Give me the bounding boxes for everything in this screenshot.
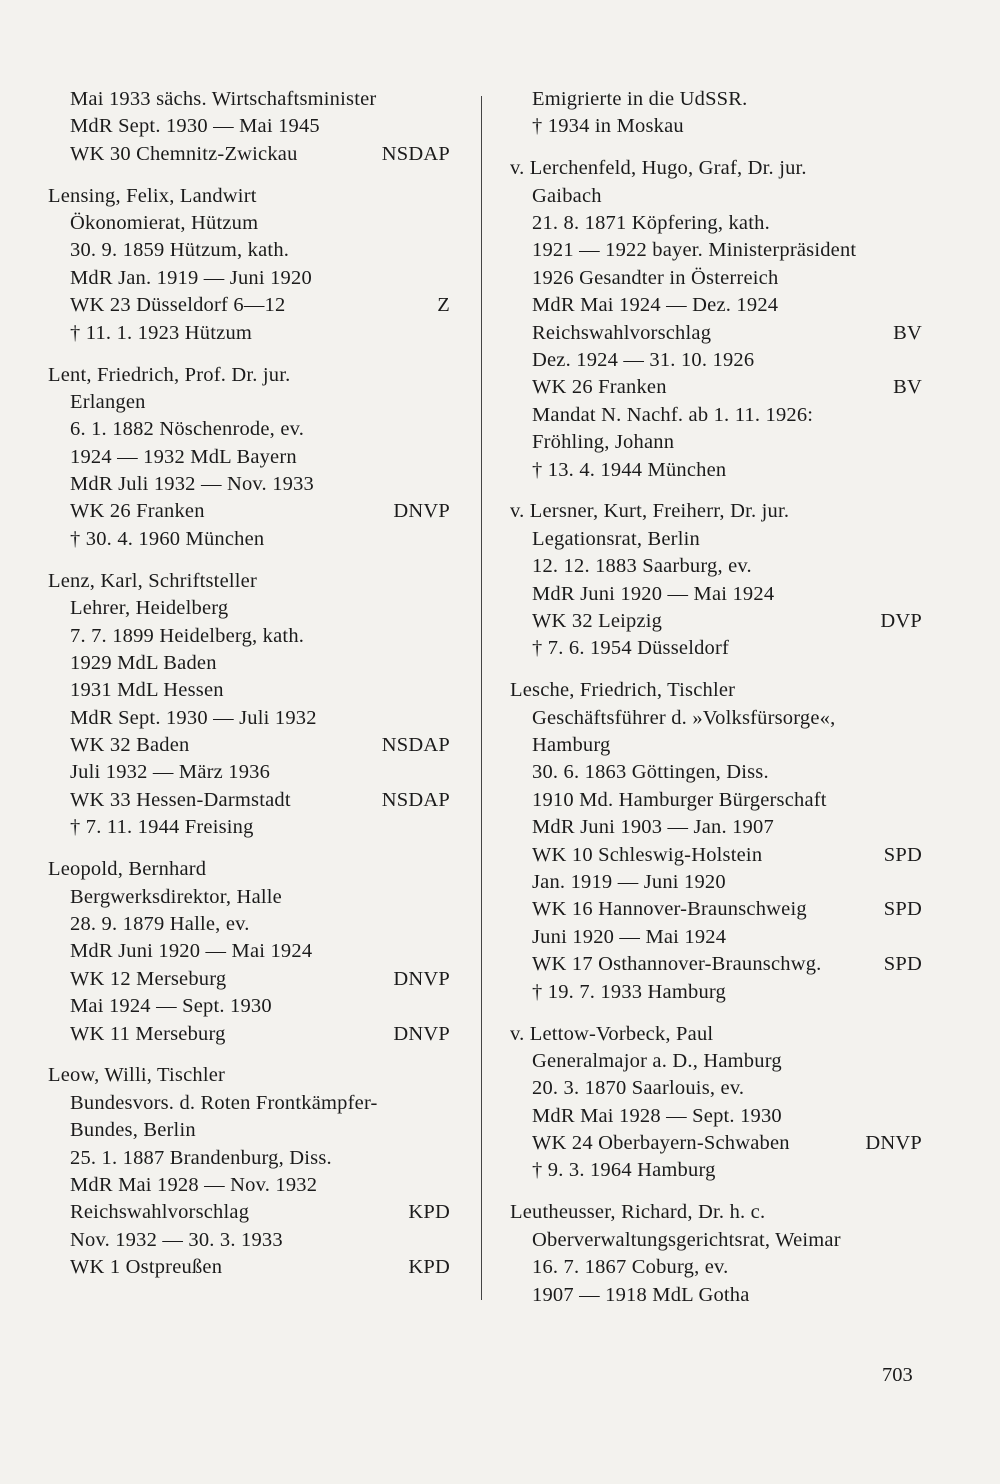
- entry-text: Leopold, Bernhard: [48, 858, 207, 881]
- entry-line: [510, 237, 922, 264]
- entry-text: Lensing, Felix, Landwirt: [48, 184, 257, 207]
- entry-text: 30. 6. 1863 Göttingen, Diss.: [532, 761, 769, 784]
- entry-text: 1924 — 1932 MdL Bayern: [70, 445, 297, 468]
- entry-text: 1910 Md. Hamburger Bürgerschaft: [532, 788, 827, 811]
- entry-line: [48, 362, 450, 389]
- entry-line: [510, 924, 922, 951]
- entry-text: Mai 1924 — Sept. 1930: [70, 995, 272, 1018]
- entry-text: Legationsrat, Berlin: [532, 527, 700, 550]
- entry-line: [48, 1090, 450, 1117]
- entry-text: 1926 Gesandter in Österreich: [532, 266, 779, 289]
- entry-line: [48, 595, 450, 622]
- entry-line: [510, 677, 922, 704]
- entry-line: [510, 498, 922, 525]
- entry-line: [510, 1282, 922, 1309]
- entry-line: [510, 842, 922, 869]
- entry-line: [48, 1145, 450, 1172]
- party-label: SPD: [883, 843, 922, 866]
- entry-text: WK 33 Hessen-Darmstadt: [70, 788, 291, 811]
- entry-text: Bundes, Berlin: [70, 1119, 196, 1142]
- entry-line: [510, 553, 922, 580]
- entry-line: [510, 814, 922, 841]
- party-label: BV: [893, 376, 922, 399]
- party-label: NSDAP: [381, 734, 450, 757]
- entry-line: [510, 374, 922, 401]
- party-label: SPD: [883, 953, 922, 976]
- party-label: NSDAP: [381, 788, 450, 811]
- entry-text: † 7. 6. 1954 Düsseldorf: [532, 637, 730, 660]
- party-label: DNVP: [393, 1022, 450, 1045]
- entry-text: WK 12 Merseburg: [70, 967, 227, 990]
- entry-line: [48, 677, 450, 704]
- entry-line: [510, 457, 922, 484]
- entry-line: [510, 1199, 922, 1226]
- entry-line: [510, 896, 922, 923]
- entry-text: Lent, Friedrich, Prof. Dr. jur.: [48, 363, 291, 386]
- entry-line: [48, 856, 450, 883]
- entry-text: Lehrer, Heidelberg: [70, 597, 229, 620]
- entry-text: Hamburg: [532, 734, 611, 757]
- entry-line: [48, 471, 450, 498]
- party-label: KPD: [408, 1201, 450, 1224]
- entry-text: 1931 MdL Hessen: [70, 679, 224, 702]
- entry-text: † 13. 4. 1944 München: [532, 458, 727, 481]
- party-label: SPD: [883, 898, 922, 921]
- entry-line: [48, 113, 450, 140]
- directory-entry: [510, 86, 922, 141]
- entry-text: Bundesvors. d. Roten Frontkämpfer-: [70, 1091, 378, 1114]
- entry-line: [510, 705, 922, 732]
- entry-line: [48, 498, 450, 525]
- entry-line: [510, 347, 922, 374]
- entry-line: [48, 210, 450, 237]
- entry-line: [48, 938, 450, 965]
- entry-text: Jan. 1919 — Juni 1920: [532, 871, 726, 894]
- entry-line: [510, 183, 922, 210]
- directory-entry: [48, 568, 450, 842]
- entry-text: WK 24 Oberbayern-Schwaben: [532, 1132, 790, 1155]
- directory-entry: [510, 677, 922, 1006]
- entry-line: [510, 210, 922, 237]
- party-label: DNVP: [393, 967, 450, 990]
- entry-text: WK 26 Franken: [70, 500, 205, 523]
- directory-entry: [48, 86, 450, 168]
- entry-line: [510, 1103, 922, 1130]
- entry-text: Ökonomierat, Hützum: [70, 212, 259, 235]
- entry-line: [48, 444, 450, 471]
- entry-text: WK 26 Franken: [532, 376, 667, 399]
- entry-line: [48, 966, 450, 993]
- entry-text: Gaibach: [532, 184, 602, 207]
- left-column: [48, 86, 450, 1296]
- entry-text: 28. 9. 1879 Halle, ev.: [70, 912, 250, 935]
- entry-text: v. Lettow-Vorbeck, Paul: [510, 1022, 714, 1045]
- entry-text: Dez. 1924 — 31. 10. 1926: [532, 349, 755, 372]
- entry-line: [510, 1048, 922, 1075]
- entry-text: v. Lersner, Kurt, Freiherr, Dr. jur.: [510, 500, 790, 523]
- entry-line: [510, 787, 922, 814]
- directory-entry: [48, 1062, 450, 1281]
- entry-text: MdR Juli 1932 — Nov. 1933: [70, 473, 314, 496]
- directory-entry: [510, 1199, 922, 1309]
- entry-line: [48, 1254, 450, 1281]
- entry-line: [48, 911, 450, 938]
- entry-line: [48, 320, 450, 347]
- entry-line: [510, 732, 922, 759]
- entry-text: Nov. 1932 — 30. 3. 1933: [70, 1228, 283, 1251]
- entry-line: [510, 155, 922, 182]
- party-label: BV: [893, 321, 922, 344]
- entry-line: [510, 265, 922, 292]
- entry-text: † 19. 7. 1933 Hamburg: [532, 980, 727, 1003]
- entry-text: Mandat N. Nachf. ab 1. 11. 1926:: [532, 403, 814, 426]
- entry-text: Erlangen: [70, 390, 146, 413]
- entry-line: [510, 951, 922, 978]
- directory-entry: [510, 498, 922, 662]
- entry-line: [48, 705, 450, 732]
- entry-text: Mai 1933 sächs. Wirtschaftsminister: [70, 88, 377, 110]
- entry-text: Reichswahlvorschlag: [532, 321, 712, 344]
- entry-line: [510, 86, 922, 113]
- entry-text: 12. 12. 1883 Saarburg, ev.: [532, 555, 752, 578]
- entry-line: [510, 1227, 922, 1254]
- entry-text: 25. 1. 1887 Brandenburg, Diss.: [70, 1146, 332, 1169]
- party-label: DNVP: [865, 1132, 922, 1155]
- entry-line: [510, 402, 922, 429]
- entry-line: [48, 416, 450, 443]
- entry-line: [48, 1227, 450, 1254]
- entry-text: WK 30 Chemnitz-Zwickau: [70, 142, 298, 165]
- entry-line: [510, 581, 922, 608]
- entry-line: [510, 320, 922, 347]
- entry-line: [510, 1075, 922, 1102]
- entry-line: [48, 568, 450, 595]
- entry-text: MdR Sept. 1930 — Mai 1945: [70, 115, 320, 138]
- entry-line: [48, 1021, 450, 1048]
- directory-entry: [510, 1021, 922, 1185]
- entry-text: † 7. 11. 1944 Freising: [70, 816, 254, 839]
- entry-line: [510, 292, 922, 319]
- entry-line: [48, 1199, 450, 1226]
- entry-line: [510, 113, 922, 140]
- entry-text: 30. 9. 1859 Hützum, kath.: [70, 239, 290, 262]
- directory-entry: [510, 155, 922, 484]
- directory-entry: [48, 183, 450, 347]
- entry-line: [48, 292, 450, 319]
- entry-text: WK 1 Ostpreußen: [70, 1256, 223, 1279]
- entry-line: [510, 429, 922, 456]
- party-label: DNVP: [393, 500, 450, 523]
- entry-text: v. Lerchenfeld, Hugo, Graf, Dr. jur.: [510, 157, 807, 180]
- entry-text: WK 17 Osthannover-Braunschwg.: [532, 953, 822, 976]
- entry-text: MdR Mai 1928 — Sept. 1930: [532, 1104, 782, 1127]
- entry-line: [48, 389, 450, 416]
- entry-text: MdR Mai 1928 — Nov. 1932: [70, 1173, 318, 1196]
- entry-text: 1921 — 1922 bayer. Ministerpräsident: [532, 239, 857, 262]
- entry-line: [510, 526, 922, 553]
- entry-line: [510, 635, 922, 662]
- entry-text: Lesche, Friedrich, Tischler: [510, 679, 736, 702]
- entry-line: [48, 623, 450, 650]
- entry-line: [510, 759, 922, 786]
- column-divider: [481, 96, 482, 1300]
- entry-line: [48, 650, 450, 677]
- entry-text: Juli 1932 — März 1936: [70, 761, 271, 784]
- entry-text: 7. 7. 1899 Heidelberg, kath.: [70, 624, 305, 647]
- entry-text: WK 32 Leipzig: [532, 610, 663, 633]
- entry-line: [510, 1157, 922, 1184]
- entry-text: Generalmajor a. D., Hamburg: [532, 1049, 782, 1072]
- entry-line: [510, 608, 922, 635]
- entry-text: Oberverwaltungsgerichtsrat, Weimar: [532, 1228, 841, 1251]
- entry-text: † 30. 4. 1960 München: [70, 527, 265, 550]
- entry-line: [510, 1021, 922, 1048]
- entry-line: [48, 183, 450, 210]
- entry-text: Juni 1920 — Mai 1924: [532, 925, 727, 948]
- entry-text: 1907 — 1918 MdL Gotha: [532, 1283, 750, 1306]
- entry-line: [48, 1172, 450, 1199]
- entry-text: WK 32 Baden: [70, 734, 190, 757]
- party-label: DVP: [880, 610, 922, 633]
- entry-text: MdR Mai 1924 — Dez. 1924: [532, 294, 779, 317]
- entry-line: [48, 732, 450, 759]
- page-number: 703: [882, 1364, 913, 1386]
- entry-text: Geschäftsführer d. »Volksfürsorge«,: [532, 706, 836, 729]
- entry-text: Bergwerksdirektor, Halle: [70, 885, 282, 908]
- entry-text: MdR Juni 1903 — Jan. 1907: [532, 816, 774, 839]
- entry-line: [48, 86, 450, 113]
- entry-line: [48, 526, 450, 553]
- entry-line: [510, 869, 922, 896]
- entry-text: Fröhling, Johann: [532, 431, 675, 454]
- entry-text: MdR Juni 1920 — Mai 1924: [70, 940, 313, 963]
- entry-text: Emigrierte in die UdSSR.: [532, 88, 748, 110]
- directory-entry: [48, 856, 450, 1048]
- entry-line: [510, 1130, 922, 1157]
- entry-line: [48, 814, 450, 841]
- entry-text: MdR Juni 1920 — Mai 1924: [532, 582, 775, 605]
- party-label: Z: [437, 294, 450, 317]
- entry-text: WK 23 Düsseldorf 6—12: [70, 294, 286, 317]
- entry-text: 6. 1. 1882 Nöschenrode, ev.: [70, 418, 305, 441]
- entry-line: [510, 1254, 922, 1281]
- entry-text: MdR Sept. 1930 — Juli 1932: [70, 706, 317, 729]
- party-label: NSDAP: [381, 142, 450, 165]
- entry-text: Leow, Willi, Tischler: [48, 1064, 226, 1087]
- entry-text: 20. 3. 1870 Saarlouis, ev.: [532, 1077, 745, 1100]
- entry-text: 16. 7. 1867 Coburg, ev.: [532, 1256, 729, 1279]
- directory-entry: [48, 362, 450, 554]
- entry-line: [48, 787, 450, 814]
- entry-text: † 1934 in Moskau: [532, 115, 684, 138]
- entry-text: WK 11 Merseburg: [70, 1022, 226, 1045]
- party-label: KPD: [408, 1256, 450, 1279]
- entry-line: [48, 1062, 450, 1089]
- entry-line: [48, 759, 450, 786]
- entry-line: [48, 1117, 450, 1144]
- entry-text: 21. 8. 1871 Köpfering, kath.: [532, 212, 770, 235]
- entry-text: WK 16 Hannover-Braunschweig: [532, 898, 807, 921]
- entry-text: 1929 MdL Baden: [70, 651, 217, 674]
- entry-line: [48, 141, 450, 168]
- entry-line: [48, 265, 450, 292]
- entry-line: [48, 237, 450, 264]
- right-column: [510, 86, 922, 1323]
- entry-text: † 9. 3. 1964 Hamburg: [532, 1159, 716, 1182]
- entry-text: † 11. 1. 1923 Hützum: [70, 321, 253, 344]
- entry-line: [48, 993, 450, 1020]
- entry-text: MdR Jan. 1919 — Juni 1920: [70, 266, 312, 289]
- entry-line: [48, 884, 450, 911]
- entry-text: Reichswahlvorschlag: [70, 1201, 250, 1224]
- entry-text: Lenz, Karl, Schriftsteller: [48, 569, 257, 592]
- entry-text: Leutheusser, Richard, Dr. h. c.: [510, 1201, 766, 1224]
- entry-text: WK 10 Schleswig-Holstein: [532, 843, 763, 866]
- entry-line: [510, 979, 922, 1006]
